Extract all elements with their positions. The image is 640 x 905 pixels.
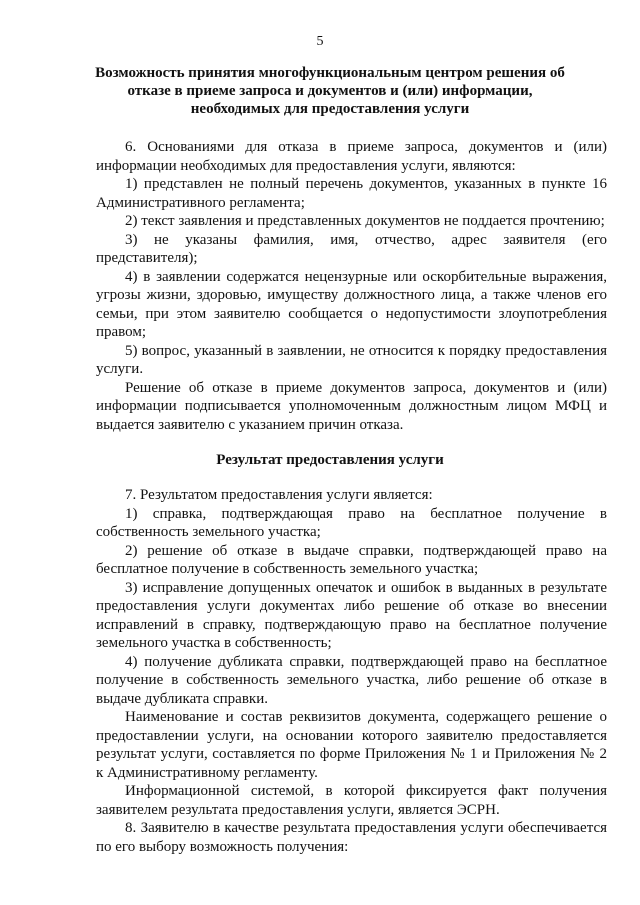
paragraph: 2) решение об отказе в выдаче справки, подтверждающей право на бесплатное получение в собственность земельного участка; xyxy=(96,542,607,577)
section-heading-refusal: Возможность принятия многофункциональным центром решения об отказе в приеме запроса и документов и (или) информации, необходимых для предоставления услуги xyxy=(95,65,565,117)
paragraph: 3) не указаны фамилия, имя, отчество, адрес заявителя (его представителя); xyxy=(96,231,607,266)
paragraph: 4) получение дубликата справки, подтверждающей право на бесплатное получение в собственность земельного участка, либо решение об отказе в выдаче дубликата справки. xyxy=(96,653,607,707)
paragraph: Наименование и состав реквизитов документа, содержащего решение о предоставлении услуги, на основании которого заявителю предоставляется результат услуги, составляется по форме Приложения № 1 и Приложения № 2 к Административному регламенту. xyxy=(96,709,607,781)
section-body-result xyxy=(96,486,607,856)
paragraph: Информационной системой, в которой фиксируется факт получения заявителем результата предоставления услуги, является ЭСРН. xyxy=(96,783,607,818)
section-body-refusal xyxy=(96,138,607,434)
paragraph: Решение об отказе в приеме документов запроса, документов и (или) информации подписывается уполномоченным должностным лицом МФЦ и выдается заявителю с указанием причин отказа. xyxy=(96,379,607,433)
section-heading-result: Результат предоставления услуги xyxy=(216,452,444,468)
paragraph: 5) вопрос, указанный в заявлении, не относится к порядку предоставления услуги. xyxy=(96,342,607,377)
paragraph: 1) представлен не полный перечень документов, указанных в пункте 16 Административного регламента; xyxy=(96,176,607,211)
paragraph: 8. Заявителю в качестве результата предоставления услуги обеспечивается по его выбору возможность получения: xyxy=(96,820,607,855)
page-number: 5 xyxy=(316,34,324,49)
paragraph: 4) в заявлении содержатся нецензурные или оскорбительные выражения, угрозы жизни, здоровью, имуществу должностного лица, а также членов его семьи, при этом заявителю сообщается о недопустимости злоупотребления правом; xyxy=(96,268,607,340)
paragraph: 2) текст заявления и представленных документов не поддается прочтению; xyxy=(125,213,605,229)
paragraph: 3) исправление допущенных опечаток и ошибок в выданных в результате предоставления услуги документах либо решение об отказе во внесении исправлений в справку, подтверждающую право на бесплатное получение земельного участка в собственность; xyxy=(96,579,607,651)
paragraph: 7. Результатом предоставления услуги является: xyxy=(125,487,433,503)
paragraph: 1) справка, подтверждающая право на бесплатное получение в собственность земельного участка; xyxy=(96,505,607,540)
paragraph: 6. Основаниями для отказа в приеме запроса, документов и (или) информации необходимых для предоставления услуги, являются: xyxy=(96,139,607,174)
